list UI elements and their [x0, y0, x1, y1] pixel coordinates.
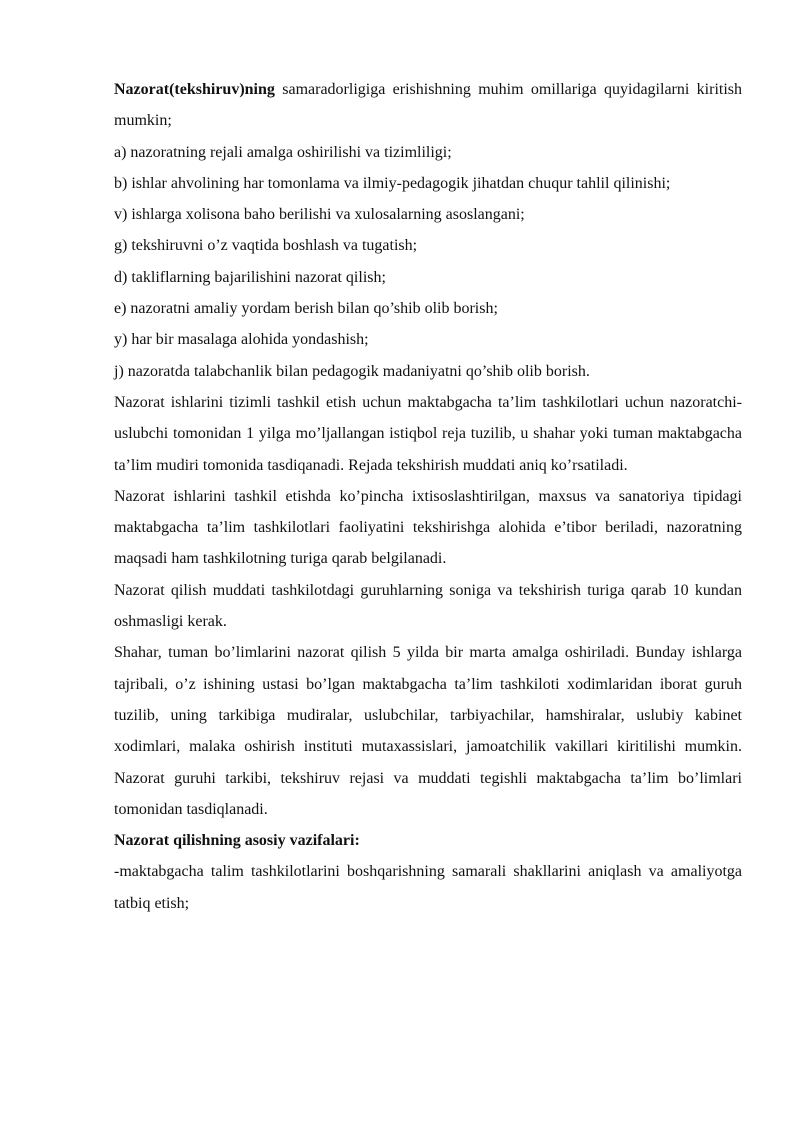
intro-lead-bold: Nazorat(tekshiruv)ning: [114, 81, 275, 98]
paragraph-specialized: Nazorat ishlarini tashkil etishda ko’pincha ixtisoslashtirilgan, maxsus va sanatoriya tipidagi maktabgacha ta’lim tashkilotlari faoliyatini tekshirishga alohida e’tibor beriladi, nazoratning maqsadi ham tashkilotning turiga qarab belgilanadi.: [114, 487, 742, 568]
document-page: [114, 74, 742, 919]
intro-paragraph: [114, 74, 742, 137]
list-item-e: e) nazoratni amaliy yordam berish bilan qo’shib olib borish;: [114, 300, 498, 318]
list-item-b: b) ishlar ahvolining har tomonlama va ilmiy-pedagogik jihatdan chuqur tahlil qilinishi;: [114, 174, 671, 192]
paragraph-duration: Nazorat qilish muddati tashkilotdagi guruhlarning soniga va tekshirish turiga qarab 10 kundan oshmasligi kerak.: [114, 581, 742, 631]
list-item-y: y) har bir masalaga alohida yondashish;: [114, 331, 369, 349]
paragraph-departments: Shahar, tuman bo’limlarini nazorat qilish 5 yilda bir marta amalga oshiriladi. Bunday ishlarga tajribali, o’z ishining ustasi bo’lgan maktabgacha ta’lim tashkiloti xodimlaridan iborat guruh tuzilib, uning tarkibiga mudiralar, uslubchilar, tarbiyachilar, hamshiralar, uslubiy kabinet xodimlari, malaka oshirish instituti mutaxassislari, jamoatchilik vakillari kiritilishi mumkin. Nazorat guruhi tarkibi, tekshiruv rejasi va muddati tegishli maktabgacha ta’lim bo’limlari tomonidan tasdiqlanadi.: [114, 644, 742, 818]
list-item-d: d) takliflarning bajarilishini nazorat qilish;: [114, 268, 386, 286]
intro-text: samaradorligiga erishishning muhim omillariga quyidagilarni kiritish mumkin;: [114, 81, 742, 130]
list-item-j: j) nazoratda talabchanlik bilan pedagogik madaniyatni qo’shib olib borish.: [114, 362, 590, 380]
paragraph-plan: Nazorat ishlarini tizimli tashkil etish uchun maktabgacha ta’lim tashkilotlari uchun nazoratchi-uslubchi tomonidan 1 yilga mo’ljallangan istiqbol reja tuzilib, u shahar yoki tuman maktabgacha ta’lim mudiri tomonida tasdiqanadi. Rejada tekshirish muddati aniq ko’rsatiladi.: [114, 393, 742, 474]
list-item-a: a) nazoratning rejali amalga oshirilishi va tizimliligi;: [114, 143, 452, 161]
list-item-v: v) ishlarga xolisona baho berilishi va xulosalarning asoslangani;: [114, 206, 525, 224]
section-heading: Nazorat qilishning asosiy vazifalari:: [114, 832, 360, 850]
list-item-g: g) tekshiruvni o’z vaqtida boshlash va tugatish;: [114, 237, 418, 255]
final-list-item: -maktabgacha talim tashkilotlarini boshqarishning samarali shakllarini aniqlash va amaliyotga tatbiq etish;: [114, 863, 742, 912]
